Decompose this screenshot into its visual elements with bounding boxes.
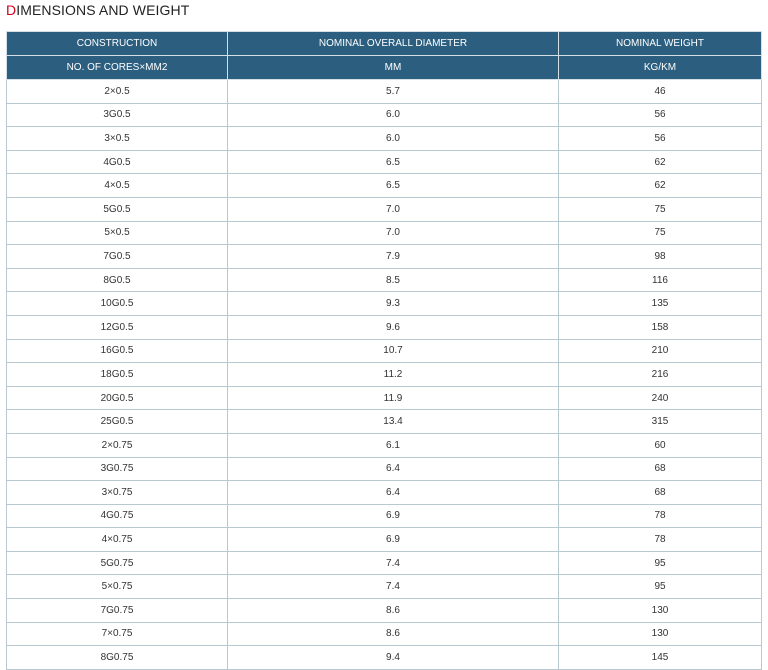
weight-cell: 56 <box>559 127 762 151</box>
table-row <box>7 599 762 623</box>
page-title <box>6 2 189 19</box>
header-construction: CONSTRUCTION <box>7 32 228 56</box>
table-row <box>7 504 762 528</box>
diameter-cell: 6.0 <box>228 103 559 127</box>
header-weight: NOMINAL WEIGHT <box>559 32 762 56</box>
table-row <box>7 292 762 316</box>
weight-cell: 75 <box>559 197 762 221</box>
table-row <box>7 127 762 151</box>
construction-cell: 16G0.5 <box>7 339 228 363</box>
construction-cell: 8G0.5 <box>7 268 228 292</box>
header-row-units <box>7 56 762 80</box>
diameter-cell: 6.4 <box>228 481 559 505</box>
weight-cell: 145 <box>559 646 762 670</box>
table-row <box>7 481 762 505</box>
weight-cell: 158 <box>559 315 762 339</box>
construction-cell: 10G0.5 <box>7 292 228 316</box>
weight-cell: 68 <box>559 481 762 505</box>
diameter-cell: 6.9 <box>228 504 559 528</box>
header-diameter: NOMINAL OVERALL DIAMETER <box>228 32 559 56</box>
weight-cell: 75 <box>559 221 762 245</box>
title-first-letter: D <box>6 2 17 18</box>
table-body <box>7 80 762 670</box>
construction-cell: 5G0.75 <box>7 551 228 575</box>
diameter-cell: 6.5 <box>228 174 559 198</box>
table-row <box>7 646 762 670</box>
table-row <box>7 80 762 104</box>
diameter-cell: 6.1 <box>228 433 559 457</box>
construction-cell: 3G0.75 <box>7 457 228 481</box>
construction-cell: 3×0.75 <box>7 481 228 505</box>
diameter-cell: 7.0 <box>228 221 559 245</box>
construction-cell: 25G0.5 <box>7 410 228 434</box>
diameter-cell: 6.0 <box>228 127 559 151</box>
table-row <box>7 103 762 127</box>
table-row <box>7 174 762 198</box>
construction-cell: 5G0.5 <box>7 197 228 221</box>
table-row <box>7 575 762 599</box>
table-row <box>7 457 762 481</box>
weight-cell: 216 <box>559 363 762 387</box>
diameter-cell: 8.6 <box>228 599 559 623</box>
diameter-cell: 6.9 <box>228 528 559 552</box>
diameter-cell: 7.9 <box>228 245 559 269</box>
header-diameter-unit: MM <box>228 56 559 80</box>
table-row <box>7 433 762 457</box>
diameter-cell: 11.2 <box>228 363 559 387</box>
diameter-cell: 10.7 <box>228 339 559 363</box>
construction-cell: 4×0.5 <box>7 174 228 198</box>
weight-cell: 130 <box>559 622 762 646</box>
diameter-cell: 5.7 <box>228 80 559 104</box>
diameter-cell: 9.4 <box>228 646 559 670</box>
construction-cell: 4×0.75 <box>7 528 228 552</box>
construction-cell: 3×0.5 <box>7 127 228 151</box>
table-row <box>7 622 762 646</box>
construction-cell: 4G0.75 <box>7 504 228 528</box>
diameter-cell: 11.9 <box>228 386 559 410</box>
table-row <box>7 245 762 269</box>
table-row <box>7 197 762 221</box>
table-row <box>7 268 762 292</box>
table-row <box>7 315 762 339</box>
diameter-cell: 9.3 <box>228 292 559 316</box>
construction-cell: 2×0.5 <box>7 80 228 104</box>
weight-cell: 95 <box>559 551 762 575</box>
table-row <box>7 551 762 575</box>
weight-cell: 46 <box>559 80 762 104</box>
weight-cell: 60 <box>559 433 762 457</box>
weight-cell: 95 <box>559 575 762 599</box>
diameter-cell: 13.4 <box>228 410 559 434</box>
construction-cell: 3G0.5 <box>7 103 228 127</box>
diameter-cell: 7.0 <box>228 197 559 221</box>
header-construction-unit: NO. OF CORES×MM2 <box>7 56 228 80</box>
weight-cell: 62 <box>559 150 762 174</box>
weight-cell: 315 <box>559 410 762 434</box>
construction-cell: 8G0.75 <box>7 646 228 670</box>
weight-cell: 78 <box>559 504 762 528</box>
diameter-cell: 7.4 <box>228 575 559 599</box>
diameter-cell: 6.4 <box>228 457 559 481</box>
construction-cell: 4G0.5 <box>7 150 228 174</box>
table-row <box>7 363 762 387</box>
weight-cell: 130 <box>559 599 762 623</box>
table-row <box>7 339 762 363</box>
diameter-cell: 9.6 <box>228 315 559 339</box>
construction-cell: 7G0.75 <box>7 599 228 623</box>
diameter-cell: 8.5 <box>228 268 559 292</box>
table-row <box>7 528 762 552</box>
header-weight-unit: KG/KM <box>559 56 762 80</box>
table-row <box>7 386 762 410</box>
diameter-cell: 8.6 <box>228 622 559 646</box>
table-row <box>7 221 762 245</box>
diameter-cell: 6.5 <box>228 150 559 174</box>
construction-cell: 5×0.5 <box>7 221 228 245</box>
dimensions-table <box>6 31 762 670</box>
weight-cell: 116 <box>559 268 762 292</box>
construction-cell: 7G0.5 <box>7 245 228 269</box>
weight-cell: 240 <box>559 386 762 410</box>
table-row <box>7 410 762 434</box>
weight-cell: 56 <box>559 103 762 127</box>
weight-cell: 62 <box>559 174 762 198</box>
construction-cell: 2×0.75 <box>7 433 228 457</box>
construction-cell: 12G0.5 <box>7 315 228 339</box>
table-row <box>7 150 762 174</box>
construction-cell: 5×0.75 <box>7 575 228 599</box>
construction-cell: 20G0.5 <box>7 386 228 410</box>
weight-cell: 98 <box>559 245 762 269</box>
weight-cell: 68 <box>559 457 762 481</box>
weight-cell: 135 <box>559 292 762 316</box>
header-row-titles <box>7 32 762 56</box>
construction-cell: 18G0.5 <box>7 363 228 387</box>
construction-cell: 7×0.75 <box>7 622 228 646</box>
weight-cell: 78 <box>559 528 762 552</box>
table-header <box>7 32 762 80</box>
diameter-cell: 7.4 <box>228 551 559 575</box>
weight-cell: 210 <box>559 339 762 363</box>
title-text: IMENSIONS AND WEIGHT <box>16 2 190 18</box>
